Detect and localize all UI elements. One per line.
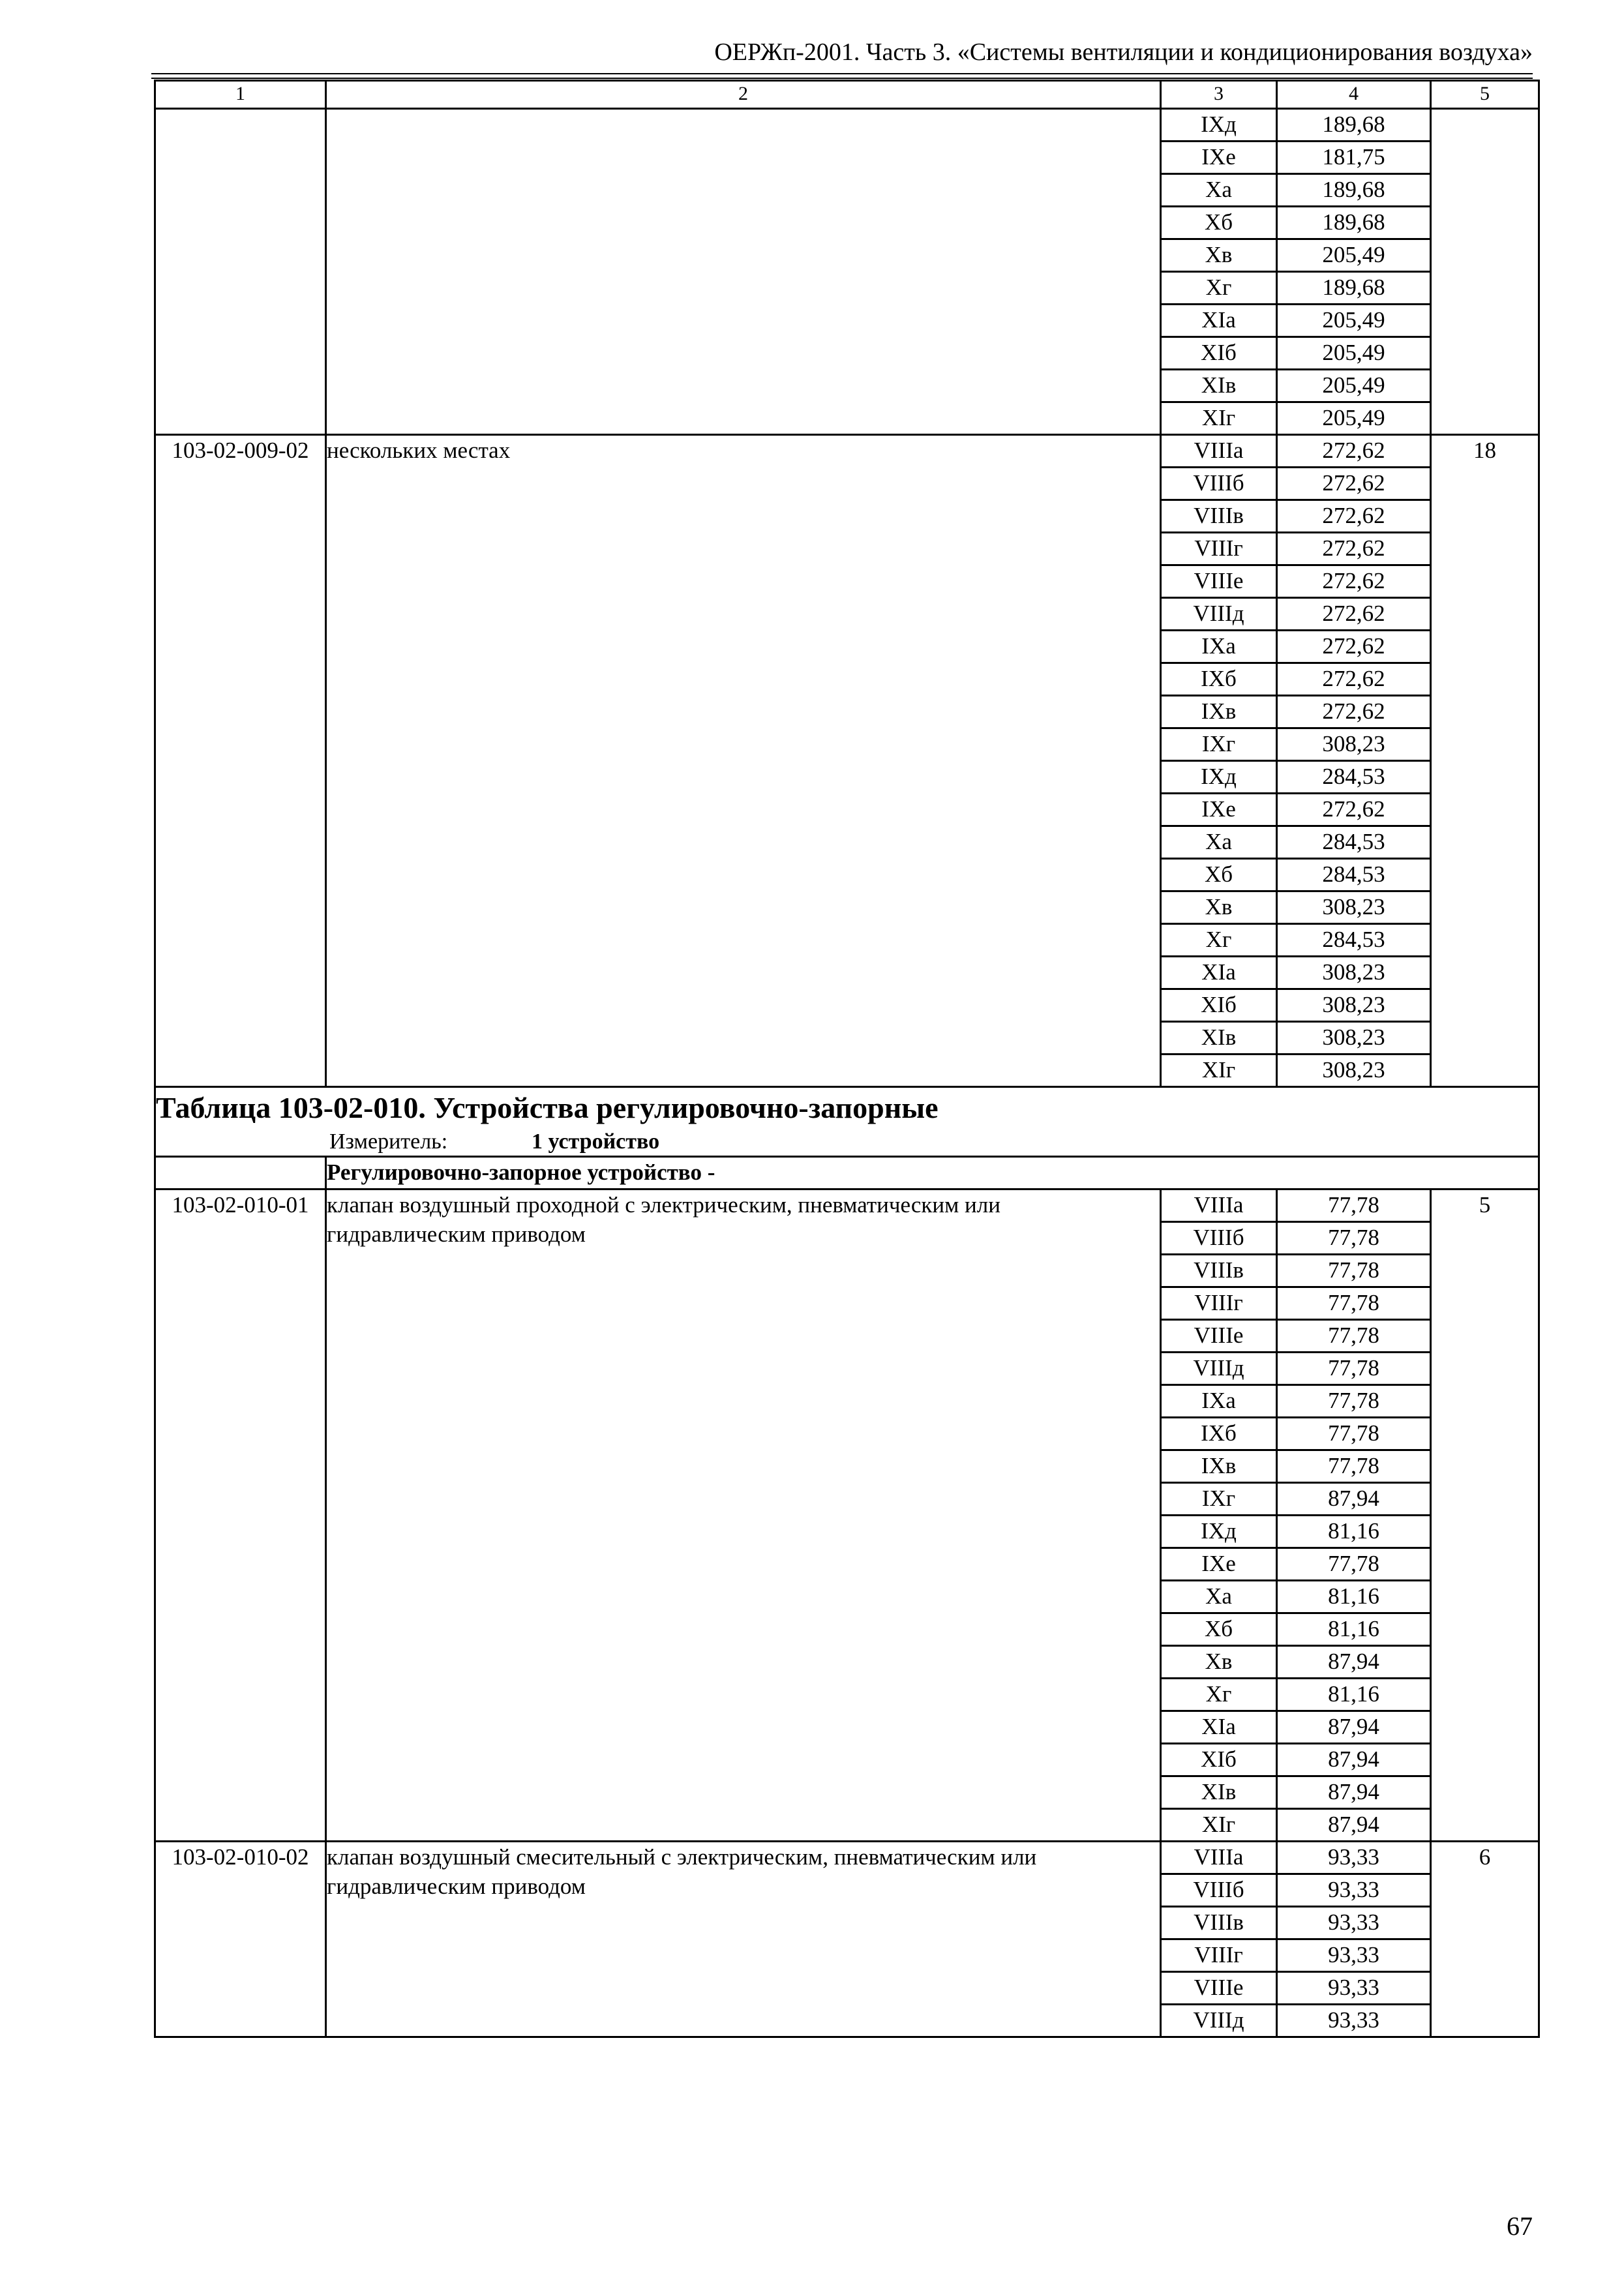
ratio-cell: 18: [1431, 435, 1539, 1087]
price-cell: 93,33: [1277, 1874, 1431, 1907]
zone-cell: XIг: [1161, 1055, 1277, 1087]
column-number: 4: [1277, 81, 1431, 109]
rate-row: [155, 1842, 1539, 1874]
column-number: 3: [1161, 81, 1277, 109]
price-cell: 93,33: [1277, 1842, 1431, 1874]
item-code: 103-02-010-01: [155, 1189, 326, 1842]
rate-row: [155, 1189, 1539, 1222]
zone-cell: XIг: [1161, 402, 1277, 435]
price-cell: 205,49: [1277, 402, 1431, 435]
zone-cell: VIIIe: [1161, 565, 1277, 598]
item-description: клапан воздушный смесительный с электрическим, пневматическим или гидравлическим приводом: [326, 1842, 1161, 2037]
zone-cell: VIIIa: [1161, 1842, 1277, 1874]
item-code: 103-02-009-02: [155, 435, 326, 1087]
ratio-cell: 6: [1431, 1842, 1539, 2037]
price-cell: 77,78: [1277, 1189, 1431, 1222]
subheading: Регулировочно-запорное устройство -: [326, 1157, 1539, 1189]
price-cell: 272,62: [1277, 500, 1431, 533]
price-cell: 93,33: [1277, 2005, 1431, 2037]
column-number: 1: [155, 81, 326, 109]
table-title-row: [155, 1087, 1539, 1157]
price-cell: 272,62: [1277, 663, 1431, 696]
column-number: 5: [1431, 81, 1539, 109]
zone-cell: IXд: [1161, 761, 1277, 794]
price-cell: 77,78: [1277, 1320, 1431, 1353]
header-rule: [151, 78, 1533, 79]
price-cell: 272,62: [1277, 533, 1431, 565]
rates-table: [154, 80, 1540, 2038]
zone-cell: Xг: [1161, 272, 1277, 305]
zone-cell: XIв: [1161, 1022, 1277, 1055]
zone-cell: VIIIг: [1161, 1287, 1277, 1320]
table-title: Таблица 103-02-010. Устройства регулировочно-запорные: [156, 1091, 939, 1124]
price-cell: 189,68: [1277, 207, 1431, 239]
price-cell: 77,78: [1277, 1353, 1431, 1385]
price-cell: 205,49: [1277, 305, 1431, 337]
price-cell: 272,62: [1277, 435, 1431, 468]
price-cell: 77,78: [1277, 1222, 1431, 1255]
zone-cell: VIIIг: [1161, 533, 1277, 565]
zone-cell: VIIIв: [1161, 500, 1277, 533]
measure-value: 1 устройство: [532, 1130, 660, 1154]
price-cell: 272,62: [1277, 631, 1431, 663]
price-cell: 87,94: [1277, 1646, 1431, 1679]
price-cell: 189,68: [1277, 174, 1431, 207]
zone-cell: IXe: [1161, 1548, 1277, 1581]
zone-cell: IXв: [1161, 696, 1277, 728]
zone-cell: XIa: [1161, 1711, 1277, 1744]
price-cell: 81,16: [1277, 1516, 1431, 1548]
zone-cell: IXг: [1161, 728, 1277, 761]
price-cell: 308,23: [1277, 728, 1431, 761]
price-cell: 181,75: [1277, 142, 1431, 174]
zone-cell: XIв: [1161, 1776, 1277, 1809]
price-cell: 272,62: [1277, 598, 1431, 631]
zone-cell: VIIIд: [1161, 2005, 1277, 2037]
zone-cell: Xг: [1161, 1679, 1277, 1711]
price-cell: 87,94: [1277, 1744, 1431, 1776]
price-cell: 189,68: [1277, 272, 1431, 305]
zone-cell: VIIIб: [1161, 1874, 1277, 1907]
table-heading: [155, 1087, 1539, 1157]
measure-line: [156, 1128, 1538, 1156]
price-cell: 93,33: [1277, 1907, 1431, 1939]
price-cell: 87,94: [1277, 1711, 1431, 1744]
price-cell: 284,53: [1277, 826, 1431, 859]
zone-cell: Xб: [1161, 207, 1277, 239]
zone-cell: Xa: [1161, 1581, 1277, 1613]
price-cell: 87,94: [1277, 1483, 1431, 1516]
zone-cell: XIб: [1161, 337, 1277, 370]
column-number: 2: [326, 81, 1161, 109]
price-cell: 205,49: [1277, 337, 1431, 370]
zone-cell: Xг: [1161, 924, 1277, 957]
price-cell: 308,23: [1277, 989, 1431, 1022]
zone-cell: IXб: [1161, 1418, 1277, 1450]
zone-cell: Xa: [1161, 826, 1277, 859]
price-cell: 77,78: [1277, 1255, 1431, 1287]
price-cell: 284,53: [1277, 924, 1431, 957]
item-description: нескольких местах: [326, 435, 1161, 1087]
price-cell: 87,94: [1277, 1776, 1431, 1809]
price-cell: 77,78: [1277, 1548, 1431, 1581]
running-header: ОЕРЖп-2001. Часть 3. «Системы вентиляции и кондиционирования воздуха»: [714, 38, 1533, 66]
zone-cell: IXг: [1161, 1483, 1277, 1516]
price-cell: 189,68: [1277, 109, 1431, 142]
zone-cell: IXв: [1161, 1450, 1277, 1483]
price-cell: 284,53: [1277, 761, 1431, 794]
price-cell: 77,78: [1277, 1385, 1431, 1418]
zone-cell: XIб: [1161, 989, 1277, 1022]
item-description: [326, 109, 1161, 435]
zone-cell: IXб: [1161, 663, 1277, 696]
rate-row: [155, 435, 1539, 468]
zone-cell: XIб: [1161, 1744, 1277, 1776]
page-number: 67: [1507, 2211, 1533, 2241]
empty-cell: [155, 1157, 326, 1189]
measure-label: Измеритель:: [329, 1130, 448, 1154]
zone-cell: VIIIд: [1161, 598, 1277, 631]
zone-cell: VIIIa: [1161, 435, 1277, 468]
price-cell: 81,16: [1277, 1679, 1431, 1711]
item-code: 103-02-010-02: [155, 1842, 326, 2037]
column-number-row: [155, 81, 1539, 109]
price-cell: 308,23: [1277, 891, 1431, 924]
price-cell: 272,62: [1277, 696, 1431, 728]
zone-cell: IXe: [1161, 142, 1277, 174]
zone-cell: IXa: [1161, 631, 1277, 663]
price-cell: 308,23: [1277, 957, 1431, 989]
price-cell: 308,23: [1277, 1055, 1431, 1087]
zone-cell: VIIIб: [1161, 1222, 1277, 1255]
zone-cell: XIa: [1161, 957, 1277, 989]
price-cell: 308,23: [1277, 1022, 1431, 1055]
price-cell: 87,94: [1277, 1809, 1431, 1842]
price-cell: 93,33: [1277, 1939, 1431, 1972]
price-cell: 93,33: [1277, 1972, 1431, 2005]
price-cell: 205,49: [1277, 370, 1431, 402]
zone-cell: Xв: [1161, 239, 1277, 272]
price-cell: 77,78: [1277, 1418, 1431, 1450]
zone-cell: Xб: [1161, 1613, 1277, 1646]
rate-row: [155, 109, 1539, 142]
item-description: клапан воздушный проходной с электрическим, пневматическим или гидравлическим приводом: [326, 1189, 1161, 1842]
zone-cell: VIIIe: [1161, 1320, 1277, 1353]
zone-cell: IXa: [1161, 1385, 1277, 1418]
price-cell: 272,62: [1277, 565, 1431, 598]
zone-cell: Xв: [1161, 891, 1277, 924]
zone-cell: Xб: [1161, 859, 1277, 891]
price-cell: 284,53: [1277, 859, 1431, 891]
zone-cell: VIIIв: [1161, 1907, 1277, 1939]
price-cell: 81,16: [1277, 1613, 1431, 1646]
price-cell: 77,78: [1277, 1287, 1431, 1320]
subheading-row: [155, 1157, 1539, 1189]
price-cell: 272,62: [1277, 794, 1431, 826]
zone-cell: IXд: [1161, 109, 1277, 142]
price-cell: 77,78: [1277, 1450, 1431, 1483]
price-cell: 272,62: [1277, 468, 1431, 500]
header-rule: [151, 73, 1533, 74]
zone-cell: VIIIд: [1161, 1353, 1277, 1385]
ratio-cell: [1431, 109, 1539, 435]
zone-cell: VIIIe: [1161, 1972, 1277, 2005]
zone-cell: XIв: [1161, 370, 1277, 402]
price-cell: 81,16: [1277, 1581, 1431, 1613]
zone-cell: XIa: [1161, 305, 1277, 337]
zone-cell: VIIIa: [1161, 1189, 1277, 1222]
item-code: [155, 109, 326, 435]
zone-cell: VIIIб: [1161, 468, 1277, 500]
zone-cell: Xв: [1161, 1646, 1277, 1679]
zone-cell: IXд: [1161, 1516, 1277, 1548]
ratio-cell: 5: [1431, 1189, 1539, 1842]
price-cell: 205,49: [1277, 239, 1431, 272]
zone-cell: XIг: [1161, 1809, 1277, 1842]
zone-cell: Xa: [1161, 174, 1277, 207]
zone-cell: IXe: [1161, 794, 1277, 826]
zone-cell: VIIIг: [1161, 1939, 1277, 1972]
zone-cell: VIIIв: [1161, 1255, 1277, 1287]
